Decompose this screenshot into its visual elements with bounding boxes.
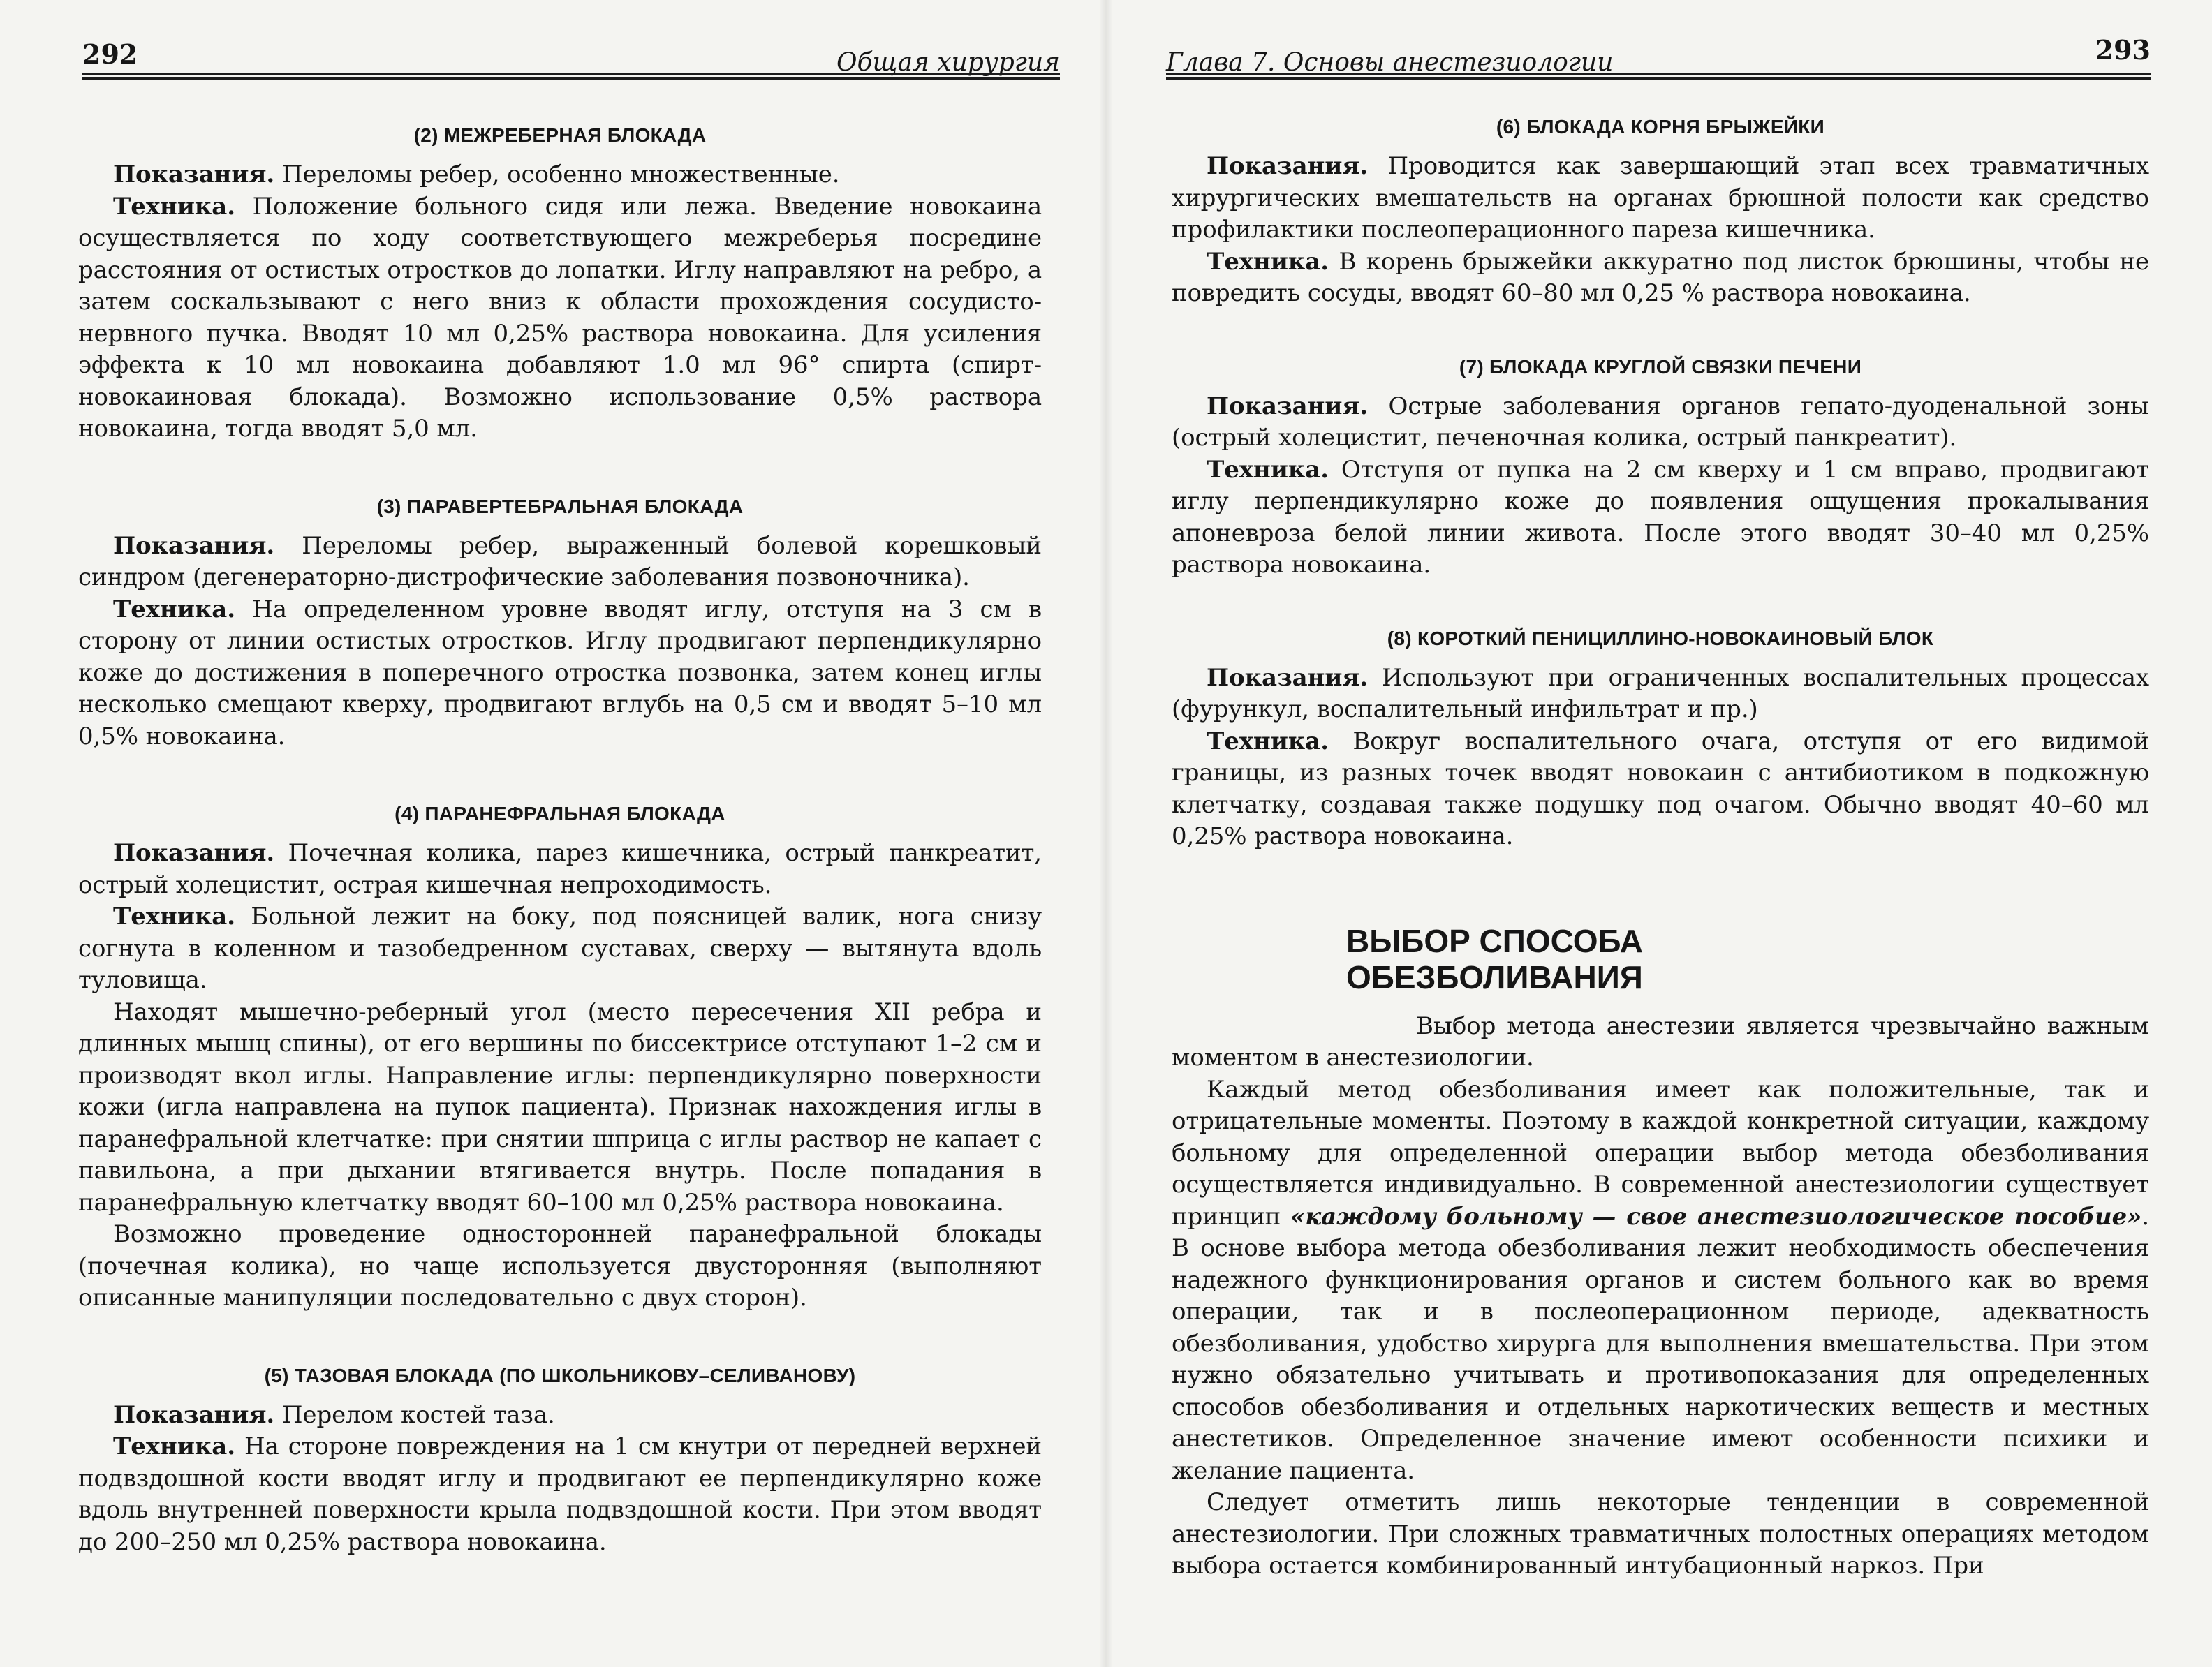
section-mesentery-root-block <box>1172 116 2149 310</box>
running-title: Глава 7. Основы анестезиологии <box>1166 48 1614 77</box>
paragraph-lead: Техника. <box>1207 455 1329 484</box>
paragraph-lead: Показания. <box>113 1400 275 1429</box>
paragraph-text: Проводится как завершающий этап всех травматичных хирургических вмешательств на органах брюшной полости как средство профилактики послеоперационного пареза кишечника. <box>1172 152 2149 244</box>
paragraph-lead: Показания. <box>113 161 275 188</box>
paragraph-lead: Показания. <box>1207 663 1369 692</box>
paragraph <box>78 191 1042 445</box>
section-penicillin-novocaine-block <box>1172 628 2149 853</box>
paragraph-text: Вокруг воспалительного очага, отступя от его видимой границы, из разных точек вводят новокаин с антибиотиком в подкожную клетчатку, создавая также подушку под очагом. Обычно вводят 40–60 мл 0,25% раствора новокаина. <box>1172 727 2149 850</box>
header-rule <box>1166 73 2151 80</box>
section-title: (5) ТАЗОВАЯ БЛОКАДА (ПО ШКОЛЬНИКОВУ–СЕЛИВАНОВУ) <box>264 1364 856 1386</box>
paragraph-text: Положение больного сидя или лежа. Введение новокаина осуществляется по ходу соответствующего межреберья посредине расстояния от остистых отростков до лопатки. Иглу направляют на ребро, а затем соскальзывают с него вниз к области прохождения сосудисто-нервного пучка. Вводят 10 мл 0,25% раствора новокаина. Для усиления эффекта к 10 мл новокаина добавляют 1.0 мл 96° спирта (спирт-новокаиновая блокада). Возможно использование 0,5% раствора новокаина, тогда вводят 5,0 мл. <box>78 192 1042 443</box>
paragraph <box>1172 246 2149 310</box>
section-title: (6) БЛОКАДА КОРНЯ БРЫЖЕЙКИ <box>1496 116 1825 138</box>
paragraph-text: Находят мышечно-реберный угол (место пересечения XII ребра и длинных мышц спины), от его вершины по биссектрисе отступают 1–2 см и производят вкол иглы. Направление иглы: перпендикулярно поверхности кожи (игла направлена на пупок пациента). Признак нахождения иглы в паранефральной клетчатке: при снятии шприца с иглы раствор не капает с павильона, а при дыхании втягивается внутрь. После попадания в паранефральную клетчатку вводят 60–100 мл 0,25% раствора новокаина. <box>78 998 1042 1217</box>
paragraph-lead: Техника. <box>1207 247 1329 276</box>
section-paravertebral-block <box>78 496 1042 753</box>
section-title: (8) КОРОТКИЙ ПЕНИЦИЛЛИНО-НОВОКАИНОВЫЙ БЛОК <box>1387 627 1934 649</box>
right-page <box>1106 0 2212 1667</box>
paragraph: Следует отметить лишь некоторые тенденции в современной анестезиологии. При сложных травматичных полостных операциях методом выбора остается комбинированный интубационный наркоз. При <box>1172 1488 2149 1580</box>
paragraph-text: Отступя от пупка на 2 см кверху и 1 см вправо, продвигают иглу перпендикулярно коже до появления ощущения прокалывания апоневроза белой линии живота. После этого вводят 30–40 мл 0,25% раствора новокаина. <box>1172 455 2149 579</box>
header-rule <box>82 73 1060 80</box>
heading-line: ОБЕЗБОЛИВАНИЯ <box>1346 958 1643 995</box>
paragraph-text: Используют при ограниченных воспалительных процессах (фурункул, воспалительный инфильтрат и пр.) <box>1172 663 2149 723</box>
chapter-section-heading <box>1346 923 2149 995</box>
paragraph <box>1172 454 2149 581</box>
paragraph <box>78 1431 1042 1558</box>
section-paranephral-block <box>78 803 1042 1314</box>
left-page-header <box>82 34 1060 80</box>
paragraph <box>78 1219 1042 1314</box>
section-intercostal-block <box>78 124 1042 445</box>
page-number: 293 <box>2095 34 2151 66</box>
paragraph <box>78 901 1042 997</box>
paragraph-text: Острые заболевания органов гепато-дуоденальной зоны (острый холецистит, печеночная колика, острый панкреатит). <box>1172 392 2149 452</box>
paragraph <box>78 159 1042 191</box>
right-page-header <box>1166 34 2151 80</box>
paragraph <box>1172 391 2149 454</box>
paragraph-text: Переломы ребер, особенно множественные. <box>274 161 840 188</box>
heading-line: ВЫБОР СПОСОБА <box>1346 922 1644 959</box>
paragraph <box>1172 151 2149 246</box>
paragraph-text: Переломы ребер, выраженный болевой корешковый синдром (дегенераторно-дистрофические заболевания позвоночника). <box>78 531 1042 591</box>
paragraph <box>78 594 1042 753</box>
section-title: (4) ПАРАНЕФРАЛЬНАЯ БЛОКАДА <box>395 803 725 824</box>
paragraph-text: На определенном уровне вводят иглу, отступя на 3 см в сторону от линии остистых отростков. Иглу продвигают перпендикулярно коже до достижения в поперечного отростка позвонка, затем конец иглы несколько смещают кверху, продвигают вглубь на 0,5 см и вводят 5–10 мл 0,5% новокаина. <box>78 595 1042 750</box>
section-title: (2) МЕЖРЕБЕРНАЯ БЛОКАДА <box>413 124 707 146</box>
paragraph-lead: Техника. <box>113 595 235 623</box>
paragraph-text: Больной лежит на боку, под поясницей валик, нога снизу согнута в коленном и тазобедренном суставах, сверху — вытянута вдоль туловища. <box>78 903 1042 994</box>
left-page-body <box>78 124 1042 1558</box>
paragraph <box>78 1400 1042 1432</box>
paragraph: Выбор метода анестезии является чрезвычайно важным моментом в анестезиологии. <box>1172 1012 2149 1072</box>
paragraph-text: Почечная колика, парез кишечника, острый панкреатит, острый холецистит, острая кишечная непроходимость. <box>78 839 1042 899</box>
paragraph <box>78 838 1042 901</box>
section-title: (3) ПАРАВЕРТЕБРАЛЬНАЯ БЛОКАДА <box>376 495 744 517</box>
section-pelvic-block <box>78 1365 1042 1559</box>
paragraph-lead: Техника. <box>113 1432 235 1460</box>
paragraph-lead: Техника. <box>113 192 235 221</box>
paragraph-text: Возможно проведение односторонней паранефральной блокады (почечная колика), но чаще используется двусторонняя (выполняют описанные манипуляции последовательно с двух сторон). <box>78 1220 1042 1312</box>
paragraph-text: Перелом костей таза. <box>274 1400 555 1429</box>
paragraph-text: В корень брыжейки аккуратно под листок брюшины, чтобы не повредить сосуды, вводят 60–80 мл 0,25 % раствора новокаина. <box>1172 247 2149 307</box>
section-title: (7) БЛОКАДА КРУГЛОЙ СВЯЗКИ ПЕЧЕНИ <box>1459 355 1862 378</box>
running-title: Общая хирургия <box>836 48 1060 77</box>
paragraph <box>1172 662 2149 726</box>
paragraph-lead: Техника. <box>113 903 235 931</box>
section-round-ligament-block <box>1172 356 2149 581</box>
paragraph <box>78 997 1042 1220</box>
paragraph-lead: Показания. <box>113 839 275 867</box>
paragraph-lead: Показания. <box>113 531 275 560</box>
right-page-body <box>1172 116 2149 1583</box>
paragraph <box>1172 726 2149 853</box>
paragraph <box>1172 1074 2149 1488</box>
paragraph-text: Каждый метод обезболивания имеет как положительные, так и отрицательные моменты. Поэтому в каждой конкретной ситуации, каждому больному для определенной операции выбор метода обезболивания осуществляется индивидуально. В современной анестезиологии существует принцип <box>1172 1075 2149 1231</box>
paragraph-lead: Техника. <box>1207 727 1329 755</box>
paragraph-text: . В основе выбора метода обезболивания лежит необходимость обеспечения надежного функционирования органов и систем больного как во время операции, так и в послеоперационном периоде, адекватность обезболивания, удобство хирурга для выполнения вмешательства. При этом нужно обязательно учитывать и противопоказания для определенных способов обезболивания и отдельных наркотических веществ и местных анестетиков. Определенное значение имеют особенности психики и желание пациента. <box>1172 1202 2149 1485</box>
paragraph-lead: Показания. <box>1207 152 1369 180</box>
page-number: 292 <box>82 38 138 70</box>
paragraph <box>78 531 1042 594</box>
paragraph-lead: Показания. <box>1207 392 1369 420</box>
paragraph-text: На стороне повреждения на 1 см кнутри от передней верхней подвздошной кости вводят иглу и продвигают ее перпендикулярно коже вдоль внутренней поверхности крыла подвздошной кости. При этом вводят до 200–250 мл 0,25% раствора новокаина. <box>78 1432 1042 1556</box>
emphasized-principle: «каждому больному — свое анестезиологическое пособие» <box>1290 1202 2142 1231</box>
